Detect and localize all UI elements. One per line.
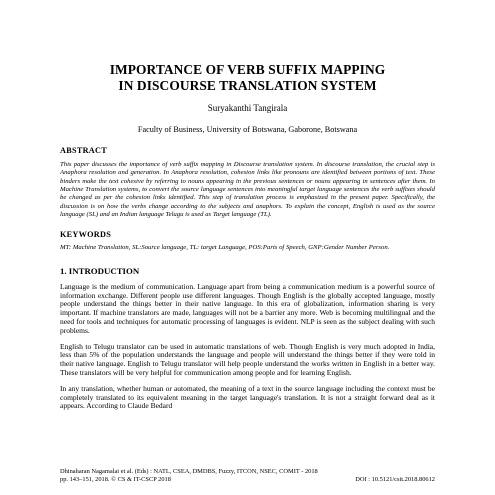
abstract-heading: ABSTRACT — [60, 146, 107, 155]
author-name: Suryakanthi Tangirala — [207, 103, 288, 113]
author-affiliation: Faculty of Business, University of Botswana, Gaborone, Botswana — [137, 125, 358, 134]
intro-paragraph-1: Language is the medium of communication. Language apart from being a communication medium is a powerful source of information exchange. Different people use different languages. Though English is the globally accepted language, mostly people understand the things better in their native language. In this era of globalization, information sharing is very important. If machine translators are made, languages will not be a barrier any more. Web is becoming multilingual and the need for tools and techniques for automatic processing of languages is evident. NLP is seen as the subject dealing with such problems. — [60, 281, 435, 335]
page-footer — [60, 468, 435, 484]
intro-paragraph-2: English to Telugu translator can be used in automatic translations of web. Though English is very much adopted in India, less than 5% of the population understands the language and people will understand the things better if they were told in their native language. English to Telugu translator will help people understand the works written in English in a better way. These translators will be very helpful for communication among people and for learning English. — [60, 341, 435, 377]
keywords-heading: KEYWORDS — [60, 230, 112, 240]
footer-pages-copyright: pp. 143–151, 2018. © CS & IT-CSCP 2018 — [60, 475, 171, 483]
abstract-text: This paper discusses the importance of verb suffix mapping in Discourse translation system. In discourse translation, the crucial step is Anaphora resolution and generation. In Anaphora resolution, cohesion links like pronouns are identified between portions of text. These binders make the text cohesive by referring to nouns appearing in the previous sentences or nouns appearing in sentences after them. In Machine Translation systems, to convert the source language sentences into meaningful target language sentences the verb suffixes should be changed as per the cohesion links identified. This step of translation process is emphasized in the present paper. Specifically, the discussion is on how the verbs change according to the subjects and anaphors. To explain the concept, English is used as the source language (SL) and an Indian language Telugu is used as Target language (TL). — [60, 161, 435, 219]
footer-doi: DOI : 10.5121/csit.2018.80612 — [355, 475, 435, 483]
paper-title-line-2: IN DISCOURSE TRANSLATION SYSTEM — [118, 77, 377, 93]
introduction-heading: 1. INTRODUCTION — [60, 265, 140, 276]
footer-row-2 — [60, 476, 435, 484]
paper-title — [60, 62, 435, 93]
keywords-text: MT: Machine Translation, SL:Source language, TL: target Language, POS:Parts of Speech, GNP:Gender Number Person. — [60, 244, 390, 252]
footer-proceedings: Dhinaharan Nagamalai et al. (Eds) : NATL, CSEA, DMDBS, Fuzzy, ITCON, NSEC, COMIT - 2018 — [60, 468, 318, 475]
paper-title-line-1: IMPORTANCE OF VERB SUFFIX MAPPING — [109, 62, 386, 77]
intro-paragraph-3: In any translation, whether human or automated, the meaning of a text in the source language including the context must be completely translated to its equivalent meaning in the target language's translation. It is not a straight forward deal as it appears. According to Claude Bedard — [60, 383, 435, 411]
footer-row-1 — [60, 468, 435, 476]
